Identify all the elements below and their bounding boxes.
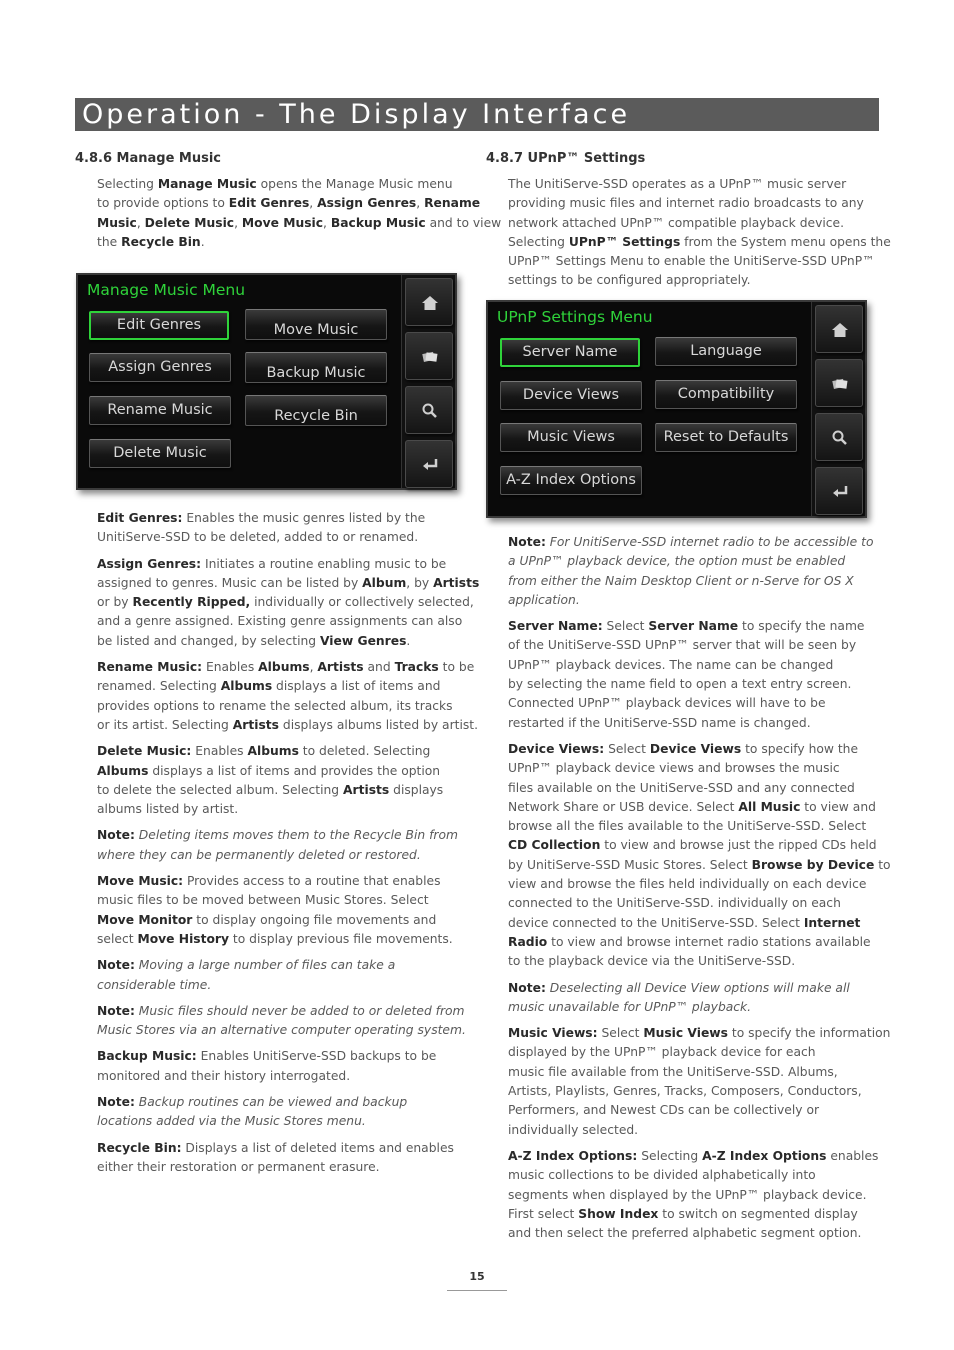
text-line (508, 194, 891, 213)
text-line (97, 1047, 479, 1066)
paragraph (97, 509, 479, 548)
paragraph (97, 658, 479, 735)
text-run: displays albums listed by artist. (278, 717, 479, 732)
text-run: Selecting (97, 177, 158, 191)
text-run: A-Z Index Options (702, 1148, 827, 1163)
text-run: or its artist. Selecting (97, 717, 233, 732)
delete-music-button[interactable]: Delete Music (89, 439, 231, 468)
manage-music-menu-screen (76, 273, 457, 490)
text-run: segments when displayed by the UPnP™ playback device. (508, 1187, 867, 1202)
text-line (97, 528, 479, 547)
return-button[interactable] (405, 440, 453, 488)
text-line (97, 1139, 479, 1158)
text-run: select (97, 931, 138, 946)
side-nav (401, 275, 455, 488)
text-run: opens the Manage Music menu (256, 177, 453, 191)
text-run: Enables (191, 744, 248, 759)
text-line (508, 740, 891, 759)
upnp-settings-menu-screen (486, 300, 867, 518)
text-run: to view and browse just the ripped CDs held (600, 838, 877, 853)
text-line (508, 694, 891, 713)
text-run: Recently Ripped, (132, 595, 251, 610)
upnp-settings-descriptions (508, 533, 891, 1250)
text-run: to view and browse internet radio stations available (547, 934, 871, 949)
text-run: Deselecting all Device View options will make all (545, 980, 850, 995)
text-run: to (874, 857, 891, 872)
text-run: Artists (433, 575, 480, 590)
text-run: locations added via the Music Stores menu. (97, 1114, 366, 1129)
text-run: to display previous file movements. (229, 931, 453, 946)
paragraph (508, 740, 891, 972)
text-run: to specify how the (741, 741, 859, 756)
text-run: Moving a large number of files can take a (134, 958, 396, 973)
assign-genres-button[interactable]: Assign Genres (89, 353, 231, 382)
manage-music-descriptions (97, 509, 479, 1184)
text-run: UnitiServe-SSD to be deleted, added to or renamed. (97, 530, 419, 545)
text-run: , by (406, 575, 434, 590)
text-run: music files to be moved between Music Stores. Select (97, 893, 429, 908)
upnp-settings-intro (508, 175, 891, 298)
text-run: View Genres (320, 633, 407, 648)
search-icon (830, 428, 850, 448)
section-banner (75, 98, 879, 131)
text-run: Internet (803, 915, 861, 930)
text-run: a UPnP™ playback device, the option must be enabled (508, 554, 846, 569)
text-line (508, 1082, 891, 1101)
text-run: individually selected. (508, 1122, 639, 1137)
text-run: Artists (343, 782, 390, 797)
text-line (508, 533, 891, 552)
text-run: Radio (508, 934, 548, 949)
side-nav (811, 302, 865, 516)
text-run: Note: (97, 1003, 135, 1018)
edit-genres-button[interactable]: Edit Genres (89, 311, 229, 340)
cards-button[interactable] (405, 332, 453, 380)
text-line (97, 826, 479, 845)
text-run: restarted if the UnitiServe-SSD name is changed. (508, 715, 811, 730)
text-line (508, 1101, 891, 1120)
text-line (97, 762, 479, 781)
text-run: providing music files and internet radio broadcasts to any (508, 196, 864, 211)
text-line (97, 1021, 479, 1040)
text-line (508, 252, 891, 271)
manage-music-intro (97, 175, 501, 259)
text-run: be listed and changed, by selecting (97, 633, 320, 648)
paragraph (97, 1047, 479, 1086)
text-run: Rename (424, 196, 481, 211)
paragraph (508, 617, 891, 733)
page-number-rule (447, 1290, 507, 1291)
page-number: 15 (469, 1270, 485, 1283)
text-run: to specify the name (738, 619, 865, 634)
text-line (97, 194, 501, 213)
text-run: individually or collectively selected, (250, 595, 474, 610)
text-run: Move History (137, 931, 230, 946)
text-run: of the UnitiServe-SSD UPnP™ server that will be seen by (508, 638, 857, 653)
text-line (508, 759, 891, 778)
text-run: , (309, 196, 318, 211)
paragraph (97, 872, 479, 949)
text-run: Music Views (643, 1026, 728, 1041)
text-run: Edit Genres (228, 196, 310, 211)
text-line (508, 271, 891, 290)
text-run: First select (508, 1206, 579, 1221)
paragraph (97, 1093, 479, 1132)
paragraph (97, 1139, 479, 1178)
paragraph (508, 175, 891, 291)
text-line (97, 214, 501, 233)
recycle-bin-button[interactable]: Recycle Bin (245, 395, 387, 426)
text-line (97, 233, 501, 252)
backup-music-button[interactable]: Backup Music (245, 352, 387, 383)
text-run: Artists, Playlists, Genres, Tracks, Composers, Conductors, (508, 1084, 862, 1099)
text-run: Album (362, 575, 407, 590)
home-button[interactable] (815, 305, 863, 353)
text-line (508, 636, 891, 655)
text-line (97, 1067, 479, 1086)
text-run: Delete Music: (97, 744, 192, 759)
text-line (97, 911, 479, 930)
text-line (508, 214, 891, 233)
text-line (508, 617, 891, 636)
text-line (97, 677, 479, 696)
text-run: assigned to genres. Music can be listed by (97, 575, 363, 590)
text-line (508, 1205, 891, 1224)
paragraph (508, 979, 891, 1018)
text-run: Enables (202, 660, 259, 675)
text-run: music collections to be divided alphabetically into (508, 1168, 816, 1183)
return-icon (420, 455, 440, 475)
text-run: displays a list of items and provides the option (148, 763, 441, 778)
text-run: Albums (247, 744, 299, 759)
text-run: and then select the preferred alphabetic segment option. (508, 1226, 862, 1241)
reset-to-defaults-button[interactable]: Reset to Defaults (655, 423, 797, 452)
text-run: to specify the information (727, 1026, 891, 1041)
text-run: Assign Genres (317, 196, 417, 211)
text-run: Albums (97, 763, 149, 778)
text-run: from the System menu opens the (680, 234, 891, 249)
text-line (508, 656, 891, 675)
text-line (508, 714, 891, 733)
text-run: settings to be configured appropriately. (508, 273, 751, 288)
paragraph (97, 956, 479, 995)
text-run: either their restoration or permanent erasure. (97, 1159, 380, 1174)
text-run: Initiates a routine enabling music to be (201, 556, 447, 571)
text-line (97, 658, 479, 677)
text-run: Note: (97, 828, 135, 843)
home-icon (830, 320, 850, 340)
paragraph (97, 826, 479, 865)
text-line (508, 1121, 891, 1140)
text-line (97, 1002, 479, 1021)
text-run: to be (438, 660, 475, 675)
upnp-settings-menu-title: UPnP Settings Menu (497, 308, 653, 326)
text-run: Move Music (241, 215, 324, 230)
text-run: Recycle Bin (121, 234, 201, 249)
text-run: Artists (317, 660, 364, 675)
text-run: Assign Genres: (97, 556, 202, 571)
text-run: , (309, 660, 318, 675)
text-run: Note: (97, 958, 135, 973)
text-run: All Music (738, 799, 801, 814)
text-run: Select (597, 1026, 644, 1041)
text-line (508, 979, 891, 998)
paragraph (508, 1147, 891, 1243)
text-run: from either the Naim Desktop Client or n-Serve for OS X (508, 573, 854, 588)
text-run: Note: (508, 980, 546, 995)
text-run: Backup Music: (97, 1049, 197, 1064)
text-line (97, 716, 479, 735)
text-line (97, 555, 479, 574)
text-run: Enables UnitiServe-SSD backups to be (196, 1049, 437, 1064)
manage-music-menu-title: Manage Music Menu (87, 281, 246, 299)
text-line (508, 875, 891, 894)
text-run: . (200, 234, 205, 249)
text-line (508, 836, 891, 855)
text-run: UPnP™ Settings (568, 234, 681, 249)
text-run: albums listed by artist. (97, 802, 239, 817)
text-run: Deleting items moves them to the Recycle Bin from (134, 828, 458, 843)
text-run: to switch on segmented display (658, 1206, 858, 1221)
compatibility-button[interactable]: Compatibility (655, 380, 797, 409)
text-line (508, 1224, 891, 1243)
text-line (508, 998, 891, 1017)
text-line (508, 552, 891, 571)
text-line (97, 781, 479, 800)
text-run: Select (602, 619, 649, 634)
text-run: or by (97, 595, 133, 610)
text-run: to provide options to (97, 196, 229, 211)
text-run: Performers, and Newest CDs can be collectively or (508, 1103, 820, 1118)
text-run: network attached UPnP™ compatible playback device. (508, 215, 845, 230)
text-run: considerable time. (97, 977, 212, 992)
text-line (97, 891, 479, 910)
text-line (97, 697, 479, 716)
text-run: by selecting the name field to open a text entry screen. (508, 677, 852, 692)
text-line (97, 956, 479, 975)
text-run: to deleted. Selecting (298, 744, 431, 759)
return-icon (830, 482, 850, 502)
text-line (508, 1063, 891, 1082)
text-run: , (234, 215, 242, 230)
text-run: Delete Music (144, 215, 235, 230)
text-run: Select (604, 741, 650, 756)
home-icon (420, 293, 440, 313)
paragraph (508, 1024, 891, 1140)
text-run: displayed by the UPnP™ playback device for each (508, 1045, 816, 1060)
text-run: displays (389, 782, 444, 797)
text-run: Music Views: (508, 1026, 598, 1041)
text-run: Manage Music (157, 177, 257, 191)
text-line (97, 930, 479, 949)
text-run: Move Music: (97, 874, 184, 889)
text-run: Device Views: (508, 741, 605, 756)
text-run: device connected to the UnitiServe-SSD. Select (508, 915, 804, 930)
paragraph (97, 1002, 479, 1041)
text-run: the (97, 234, 122, 249)
text-run: UPnP™ Settings Menu to enable the UnitiServe-SSD UPnP™ (508, 254, 875, 269)
text-line (508, 1147, 891, 1166)
text-run: view and browse the files held individually on each device (508, 877, 867, 892)
text-run: Device Views (649, 741, 742, 756)
text-line (97, 1093, 479, 1112)
cards-icon (420, 347, 440, 367)
text-line (97, 632, 479, 651)
text-run: monitored and their history interrogated. (97, 1068, 351, 1083)
text-run: Music files should never be added to or deleted from (134, 1003, 465, 1018)
text-line (508, 798, 891, 817)
text-line (97, 612, 479, 631)
text-run: to view and (800, 799, 876, 814)
language-button[interactable]: Language (655, 337, 797, 366)
text-run: The UnitiServe-SSD operates as a UPnP™ music server (508, 177, 847, 191)
text-run: Music (97, 215, 137, 230)
text-run: Music Stores via an alternative computer operating system. (97, 1023, 466, 1038)
upnp-settings-heading: 4.8.7 UPnP™ Settings (486, 151, 646, 166)
text-line (97, 846, 479, 865)
text-line (508, 1166, 891, 1185)
manage-music-heading: 4.8.6 Manage Music (75, 151, 222, 166)
search-button[interactable] (815, 413, 863, 461)
text-run: . (406, 633, 411, 648)
text-line (508, 233, 891, 252)
text-line (508, 1186, 891, 1205)
text-line (508, 914, 891, 933)
text-line (508, 675, 891, 694)
text-line (97, 872, 479, 891)
paragraph (97, 175, 501, 252)
text-run: enables (826, 1148, 879, 1163)
text-run: browse all the files available to the UnitiServe-SSD. Select (508, 819, 867, 834)
home-button[interactable] (405, 278, 453, 326)
text-run: to display ongoing file movements and (192, 912, 437, 927)
text-run: Enables the music genres listed by the (182, 511, 426, 525)
text-line (508, 817, 891, 836)
text-run: CD Collection (508, 838, 601, 853)
text-line (508, 779, 891, 798)
text-line (508, 856, 891, 875)
text-line (97, 742, 479, 761)
text-run: Backup routines can be viewed and backup (134, 1095, 408, 1110)
text-run: Recycle Bin: (97, 1140, 182, 1155)
text-run: and to view (425, 215, 502, 230)
text-run: application. (508, 592, 580, 607)
text-run: Selecting (637, 1148, 703, 1163)
text-run: where they can be permanently deleted or restored. (97, 847, 421, 862)
text-run: to delete the selected album. Selecting (97, 782, 344, 797)
cards-icon (830, 374, 850, 394)
text-line (508, 572, 891, 591)
text-line (508, 933, 891, 952)
text-line (508, 1024, 891, 1043)
text-line (97, 1158, 479, 1177)
text-run: Albums (258, 660, 310, 675)
return-button[interactable] (815, 467, 863, 515)
text-run: , (323, 215, 331, 230)
text-run: For UnitiServe-SSD internet radio to be accessible to (545, 535, 874, 549)
text-run: Rename Music: (97, 660, 203, 675)
paragraph (97, 555, 479, 651)
text-run: Displays a list of deleted items and enables (181, 1140, 454, 1155)
text-run: UPnP™ playback device views and browses the music (508, 761, 840, 776)
text-run: UPnP™ playback devices. The name can be changed (508, 657, 834, 672)
rename-music-button[interactable]: Rename Music (89, 396, 231, 425)
text-line (97, 593, 479, 612)
text-run: Network Share or USB device. Select (508, 799, 739, 814)
text-run: music unavailable for UPnP™ playback. (508, 999, 752, 1014)
text-run: Selecting (508, 234, 569, 249)
move-music-button[interactable]: Move Music (245, 309, 387, 340)
text-run: Provides access to a routine that enables (183, 874, 441, 889)
text-run: Connected UPnP™ playback devices will have to be (508, 696, 826, 711)
text-run: Edit Genres: (97, 511, 183, 525)
text-run: Move Monitor (97, 912, 193, 927)
text-line (508, 591, 891, 610)
text-run: Note: (508, 535, 546, 549)
text-line (97, 175, 501, 194)
az-index-options-button[interactable]: A-Z Index Options (500, 466, 642, 495)
device-views-button[interactable]: Device Views (500, 381, 642, 410)
text-run: files available on the UnitiServe-SSD and any connected (508, 780, 855, 795)
text-line (97, 976, 479, 995)
text-run: Server Name (648, 619, 739, 634)
text-line (508, 952, 891, 971)
page-title: Operation - The Display Interface (82, 99, 631, 130)
text-line (508, 1043, 891, 1062)
paragraph (508, 533, 891, 610)
text-run: provides options to rename the selected album, its tracks (97, 698, 453, 713)
text-run: music file available from the UnitiServe-SSD. Albums, (508, 1064, 838, 1079)
text-run: Artists (232, 717, 279, 732)
paragraph (97, 742, 479, 819)
search-button[interactable] (405, 386, 453, 434)
text-run: Note: (97, 1095, 135, 1110)
text-line (508, 175, 891, 194)
text-run: and (363, 660, 395, 675)
text-run: Backup Music (330, 215, 426, 230)
text-run: Server Name: (508, 619, 603, 634)
text-run: and a genre assigned. Existing genre assignments can also (97, 614, 463, 629)
text-line (97, 574, 479, 593)
text-run: renamed. Selecting (97, 679, 221, 694)
text-run: , (416, 196, 425, 211)
text-line (97, 509, 479, 528)
text-line (508, 894, 891, 913)
server-name-button[interactable]: Server Name (500, 338, 640, 367)
text-run: Tracks (394, 660, 439, 675)
text-run: Browse by Device (751, 857, 875, 872)
text-run: displays a list of items and (272, 679, 441, 694)
text-run: , (136, 215, 145, 230)
text-run: Albums (220, 679, 273, 694)
music-views-button[interactable]: Music Views (500, 423, 642, 452)
search-icon (420, 401, 440, 421)
text-line (97, 1112, 479, 1131)
text-run: Show Index (578, 1206, 659, 1221)
text-run: to the playback device via the UnitiServe-SSD. (508, 954, 796, 969)
cards-button[interactable] (815, 359, 863, 407)
text-run: connected to the UnitiServe-SSD. individually on each (508, 896, 841, 911)
text-run: by UnitiServe-SSD Music Stores. Select (508, 857, 752, 872)
text-line (97, 800, 479, 819)
text-run: A-Z Index Options: (508, 1148, 638, 1163)
